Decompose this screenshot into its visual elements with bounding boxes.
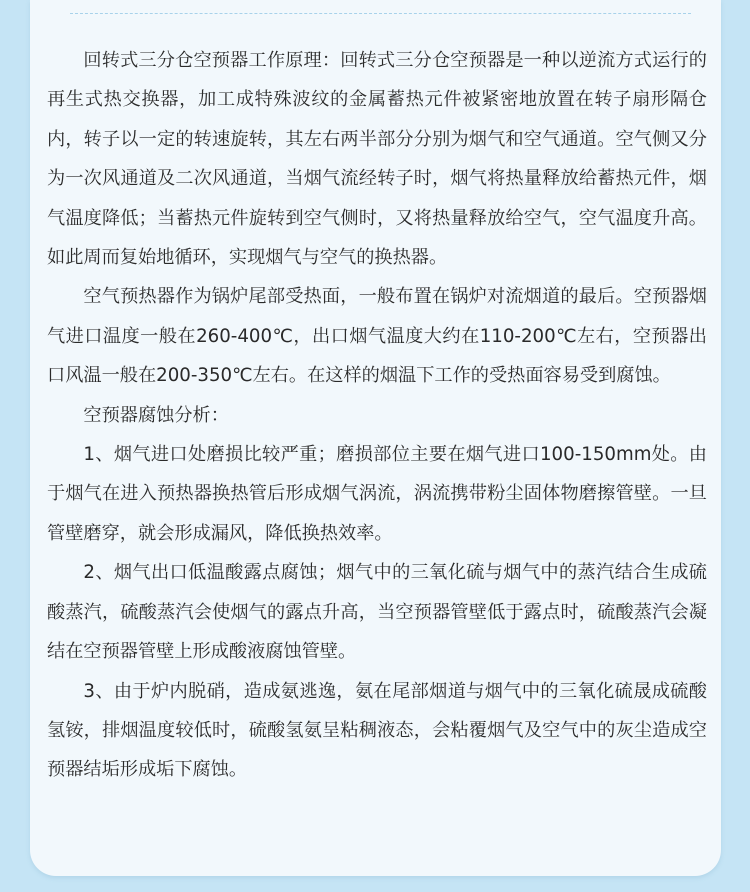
paragraph-point-3-ammonia-slip: 3、由于炉内脱硝，造成氨逃逸，氨在尾部烟道与烟气中的三氧化硫晟成硫酸氢铵，排烟温度较低时，硫酸氢氨呈粘稠液态，会粘覆烟气及空气中的灰尘造成空预器结垢形成垢下腐蚀。: [47, 680, 707, 781]
article-body: [47, 41, 707, 790]
paragraph-corrosion-analysis-heading: 空预器腐蚀分析：: [83, 404, 229, 426]
paragraph-air-preheater-temperatures: 空气预热器作为锅炉尾部受热面，一般布置在锅炉对流烟道的最后。空预器烟气进口温度一般在260-400℃，出口烟气温度大约在110-200℃左右，空预器出口风温一般在200-350℃左右。在这样的烟温下工作的受热面容易受到腐蚀。: [47, 286, 707, 387]
paragraph-working-principle: 回转式三分仓空预器工作原理：回转式三分仓空预器是一种以逆流方式运行的再生式热交换器，加工成特殊波纹的金属蓄热元件被紧密地放置在转子扇形隔仓内，转子以一定的转速旋转，其左右两半部分分别为烟气和空气通道。空气侧又分为一次风通道及二次风通道，当烟气流经转子时，烟气将热量释放给蓄热元件，烟气温度降低；当蓄热元件旋转到空气侧时，又将热量释放给空气，空气温度升高。如此周而复始地循环，实现烟气与空气的换热器。: [47, 50, 707, 269]
paragraph-point-2-acid-dew-point: 2、烟气出口低温酸露点腐蚀；烟气中的三氧化硫与烟气中的蒸汽结合生成硫酸蒸汽，硫酸蒸汽会使烟气的露点升高，当空预器管壁低于露点时，硫酸蒸汽会凝结在空预器管壁上形成酸液腐蚀管壁。: [47, 562, 707, 663]
content-card: [30, 0, 721, 876]
paragraph-point-1-wear: 1、烟气进口处磨损比较严重；磨损部位主要在烟气进口100-150mm处。由于烟气在进入预热器换热管后形成烟气涡流，涡流携带粉尘固体物磨擦管壁。一旦管壁磨穿，就会形成漏风，降低换热效率。: [47, 444, 707, 544]
dashed-divider: [70, 13, 691, 14]
